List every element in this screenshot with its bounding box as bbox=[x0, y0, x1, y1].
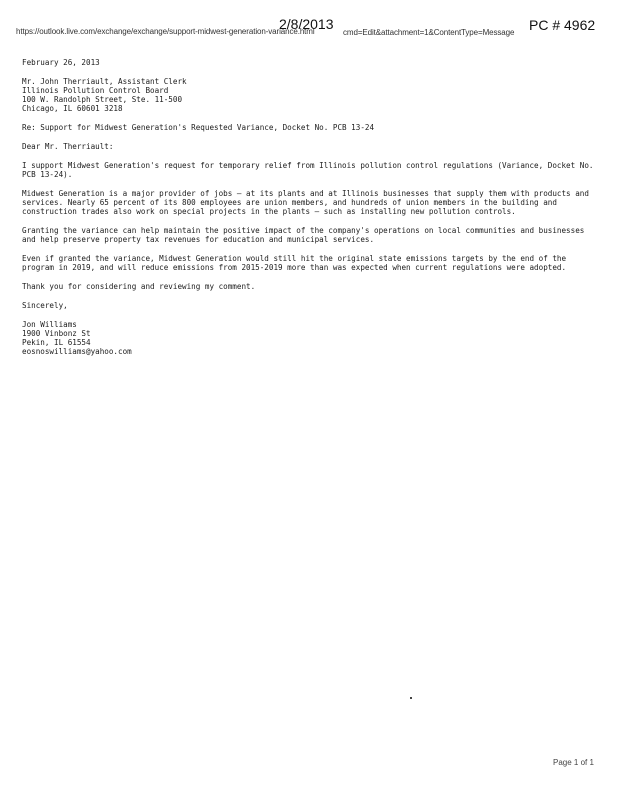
sender-city: Pekin, IL 61554 bbox=[22, 338, 91, 347]
sender-street: 1900 Vinbonz St bbox=[22, 329, 91, 338]
page-number: Page 1 of 1 bbox=[553, 758, 594, 767]
paragraph-3: Granting the variance can help maintain the positive impact of the company's operations on local communities and businesses and help preserve property tax revenues for education and municipal services. bbox=[22, 226, 585, 244]
recipient-name: Mr. John Therriault, Assistant Clerk bbox=[22, 77, 187, 86]
paragraph-2: Midwest Generation is a major provider of jobs — at its plants and at Illinois businesses that supply them with products and services. Nearly 65 percent of its 800 employees are union members, and hundreds of union members in the building and construction trades also work on special projects in the plants — such as installing new pollution controls. bbox=[22, 189, 589, 216]
recipient-address bbox=[22, 77, 598, 113]
sender-email: eosnoswilliams@yahoo.com bbox=[22, 347, 132, 356]
scan-speck bbox=[410, 697, 412, 699]
public-comment-number: PC # 4962 bbox=[529, 17, 596, 33]
paragraph-4: Even if granted the variance, Midwest Generation would still hit the original state emissions targets by the end of the program in 2019, and will reduce emissions from 2015-2019 more than was expected when current regulations were adopted. bbox=[22, 254, 567, 272]
recipient-city: Chicago, IL 60601 3218 bbox=[22, 104, 123, 113]
header-url-left: https://outlook.live.com/exchange/exchange/support-midwest-generation-variance.html bbox=[16, 27, 315, 36]
letter-closing: Sincerely, bbox=[22, 301, 68, 310]
paragraph-5: Thank you for considering and reviewing my comment. bbox=[22, 282, 256, 291]
letter-salutation: Dear Mr. Therriault: bbox=[22, 142, 114, 151]
letter-date: February 26, 2013 bbox=[22, 58, 100, 67]
sender-name: Jon Williams bbox=[22, 320, 77, 329]
letter-body bbox=[22, 58, 598, 356]
recipient-street: 100 W. Randolph Street, Ste. 11-500 bbox=[22, 95, 183, 104]
paragraph-1: I support Midwest Generation's request for temporary relief from Illinois pollution control regulations (Variance, Docket No. PCB 13-24). bbox=[22, 161, 594, 179]
letter-subject: Re: Support for Midwest Generation's Requested Variance, Docket No. PCB 13-24 bbox=[22, 123, 375, 132]
recipient-org: Illinois Pollution Control Board bbox=[22, 86, 169, 95]
header-url-right: cmd=Edit&attachment=1&ContentType=Message bbox=[343, 28, 515, 37]
sender-block bbox=[22, 320, 598, 356]
header-date-stamp: 2/8/2013 bbox=[279, 16, 334, 32]
